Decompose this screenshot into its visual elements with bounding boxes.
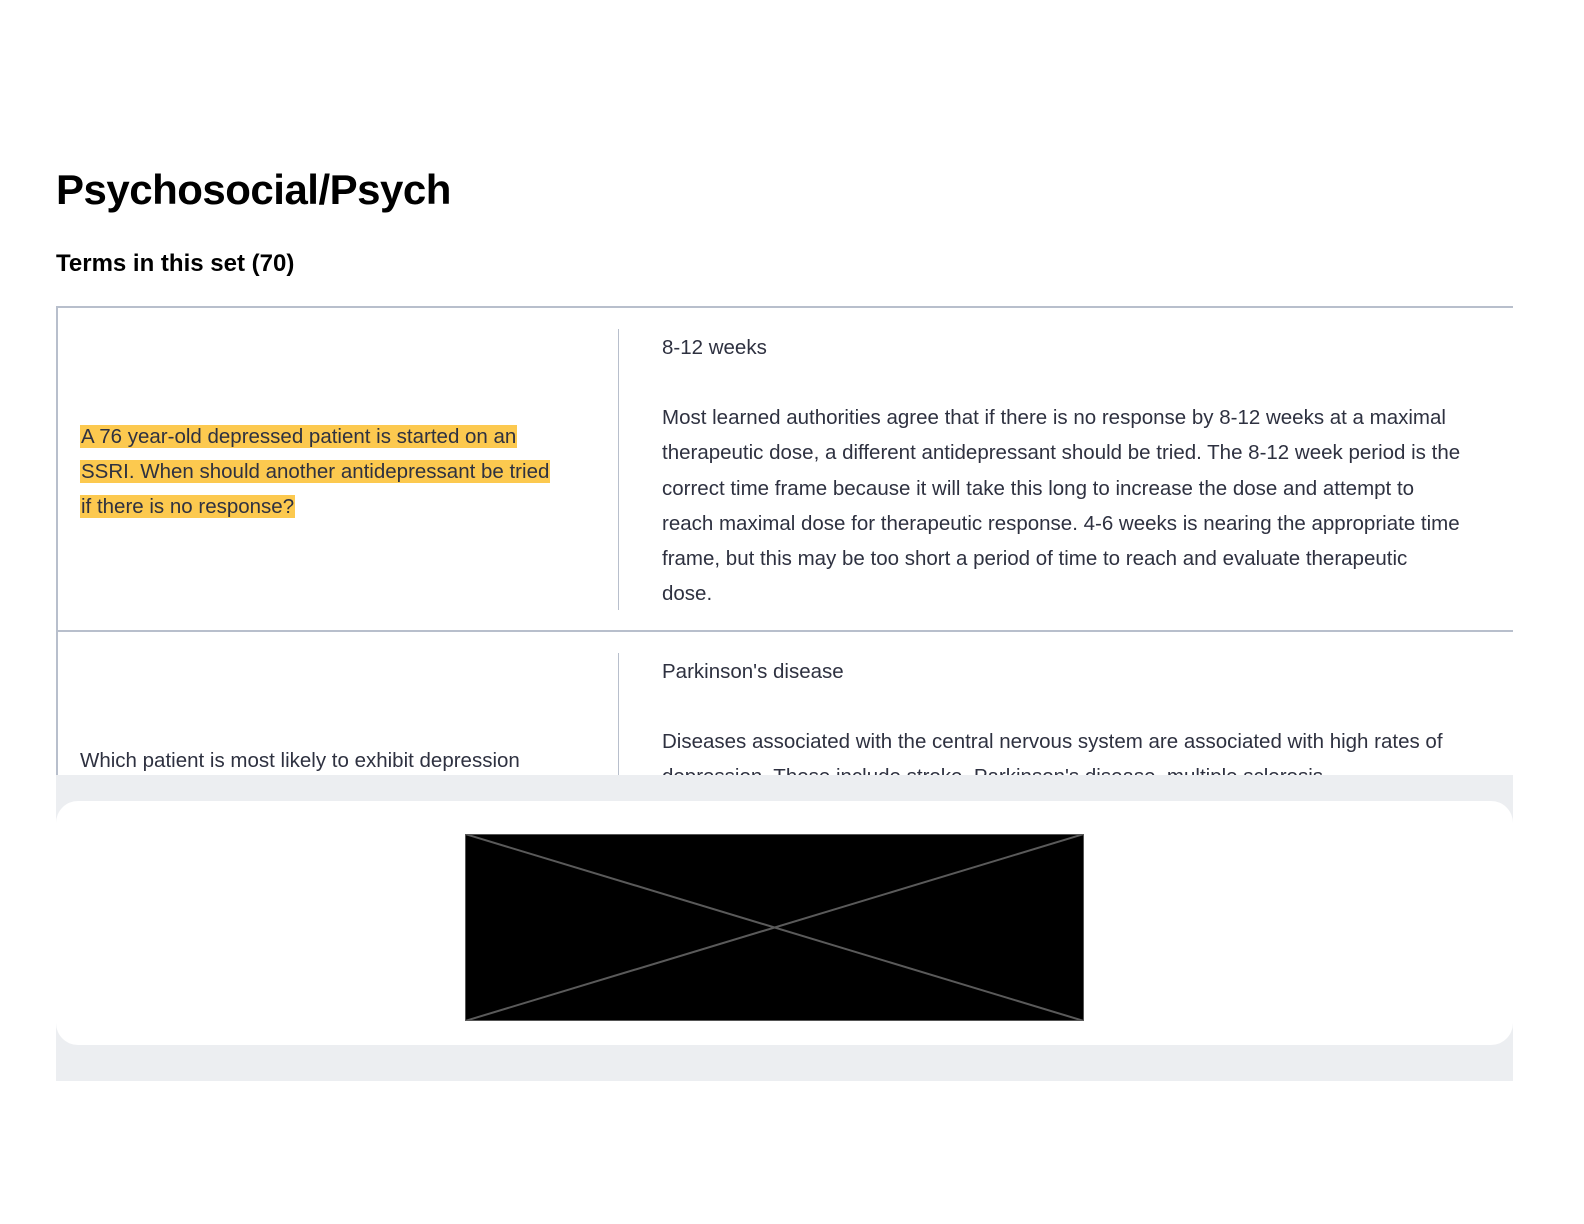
term-text-start: Which patient is most likely to exhibit depression bbox=[80, 749, 520, 772]
set-title: Psychosocial/Psych bbox=[56, 166, 451, 213]
term-card[interactable] bbox=[56, 306, 1513, 632]
term-text bbox=[80, 419, 565, 525]
card-divider bbox=[618, 329, 619, 610]
definition bbox=[662, 330, 1462, 611]
definition bbox=[662, 654, 1462, 795]
definition-explanation: Most learned authorities agree that if there is no response by 8-12 weeks at a maximal therapeutic dose, a different antidepressant should be tried. The 8-12 week period is the correct time frame because it will take this long to increase the dose and attempt to reach maximal dose for therapeutic response. 4-6 weeks is nearing the appropriate time frame, but this may be too short a period of time to reach and evaluate therapeutic dose. bbox=[662, 406, 1461, 606]
terms-list bbox=[56, 306, 1513, 800]
ad-modal bbox=[56, 801, 1513, 1045]
definition-answer: Parkinson's disease bbox=[662, 660, 844, 683]
ad-placeholder[interactable] bbox=[465, 834, 1084, 1021]
terms-count: (70) bbox=[251, 250, 295, 277]
highlighted-term: A 76 year-old depressed patient is started on an SSRI. When should another antidepressant be tried if there is no response? bbox=[81, 425, 550, 519]
definition-answer: 8-12 weeks bbox=[662, 336, 767, 359]
broken-image-x-icon bbox=[465, 834, 1084, 1021]
definition-explanation: Diseases associated with the central nervous system are associated with high rates of bbox=[662, 730, 1443, 754]
terms-count-heading bbox=[56, 250, 294, 278]
terms-label: Terms in this set bbox=[56, 250, 245, 277]
